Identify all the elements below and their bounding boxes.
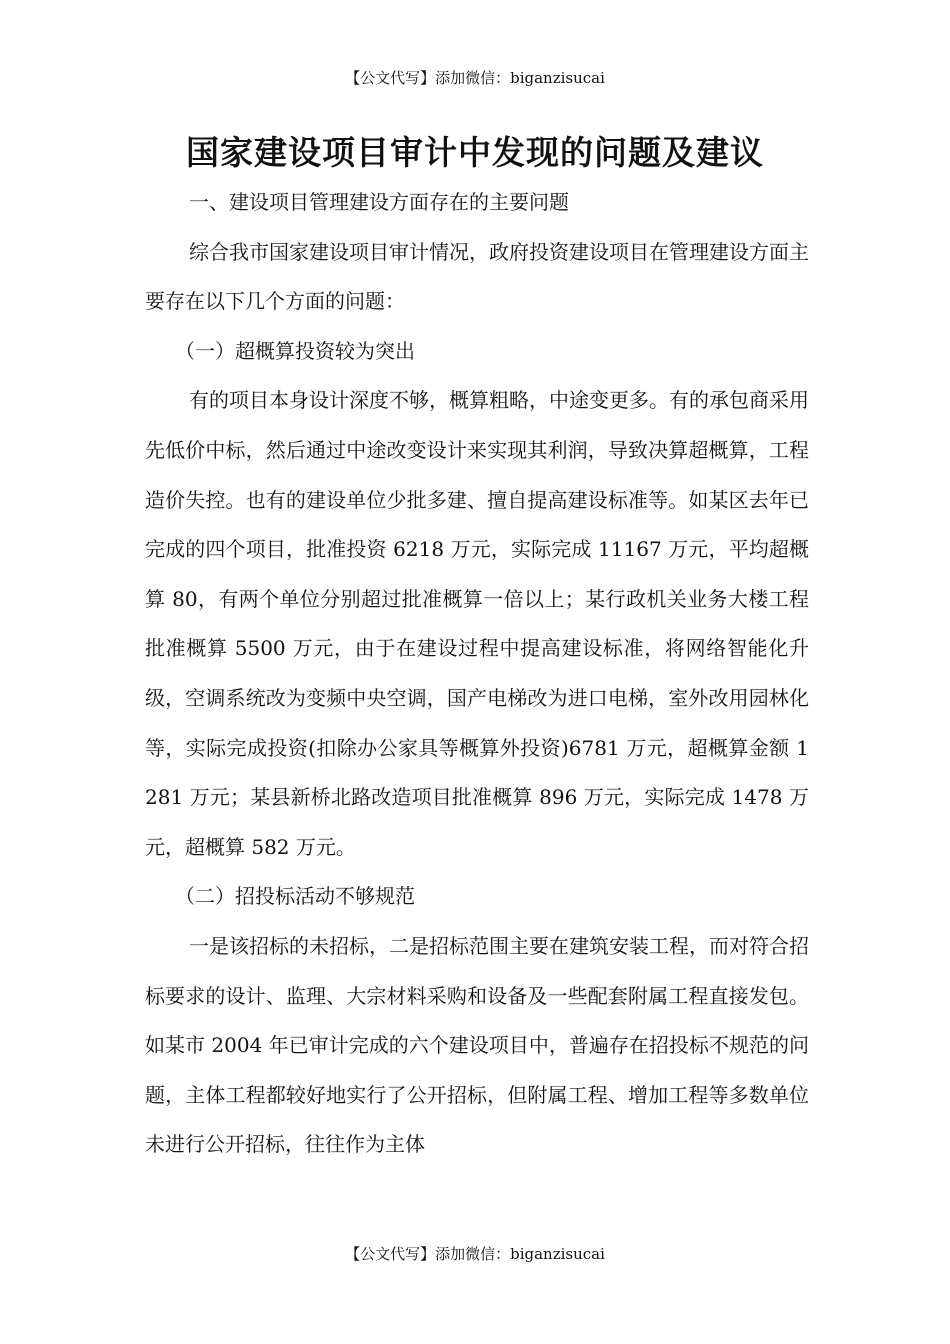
section-1-heading: 一、建设项目管理建设方面存在的主要问题	[189, 190, 569, 214]
subsection-1-paragraph: 有的项目本身设计深度不够，概算粗略，中途变更多。有的承包商采用先低价中标，然后通过中途改变设计来实现其利润，导致决算超概算，工程造价失控。也有的建设单位少批多建、擅自提高建设标准等。如某区去年已完成的四个项目，批准投资 6218 万元，实际完成 11167 万元，平均超概算 80，有两个单位分别超过批准概算一倍以上；某行政机关业务大楼工程批准概算 5500 万元，由于在建设过程中提高建设标准，将网络智能化升级，空调系统改为变频中央空调，国产电梯改为进口电梯，室外改用园林化等，实际完成投资(扣除办公家具等概算外投资)6781 万元，超概算金额 1281 万元；某县新桥北路改造项目批准概算 896 万元，实际完成 1478 万元，超概算 582 万元。	[145, 388, 809, 859]
subsection-2-heading: （二）招投标活动不够规范	[175, 884, 415, 909]
subsection-1-heading: （一）超概算投资较为突出	[175, 338, 415, 363]
document-body	[145, 178, 809, 1170]
document-title: 国家建设项目审计中发现的问题及建议	[186, 133, 764, 172]
page-footer-note: 【公文代写】添加微信：biganzisucai	[345, 1245, 605, 1263]
intro-paragraph: 综合我市国家建设项目审计情况，政府投资建设项目在管理建设方面主要存在以下几个方面的问题：	[145, 239, 809, 314]
subsection-2-paragraph: 一是该招标的未招标，二是招标范围主要在建筑安装工程，而对符合招标要求的设计、监理、大宗材料采购和设备及一些配套附属工程直接发包。如某市 2004 年已审计完成的六个建设项目中，普遍存在招投标不规范的问题，主体工程都较好地实行了公开招标，但附属工程、增加工程等多数单位未进行公开招标，往往作为主体	[145, 933, 809, 1157]
page-header-note: 【公文代写】添加微信：biganzisucai	[345, 69, 605, 87]
